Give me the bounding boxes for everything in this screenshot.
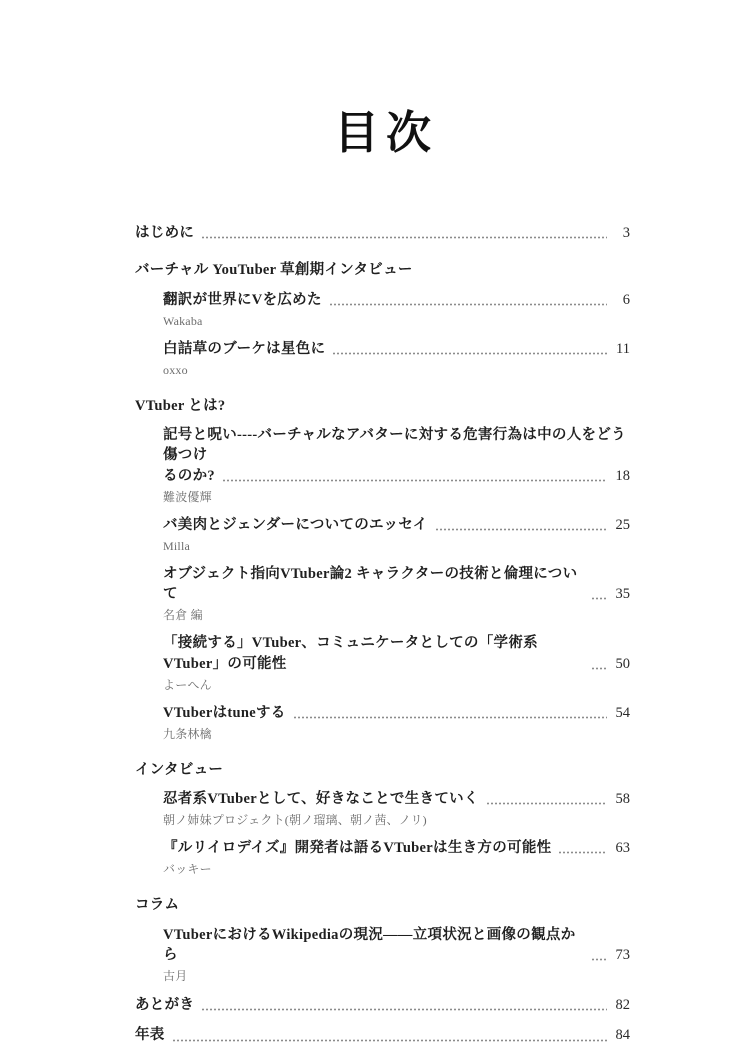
entry-title: 白詰草のブーケは星色に (163, 340, 326, 357)
entry-page-number: 82 (615, 996, 630, 1013)
entry-page-number: 63 (615, 840, 630, 857)
section-header-columns: コラム (135, 897, 180, 914)
toc-entry (163, 515, 630, 555)
dot-leader (591, 597, 607, 600)
toc-entry (163, 425, 630, 506)
entry-title: 『ルリイロデイズ』開発者は語るVTuberは生き方の可能性 (163, 840, 552, 857)
entry-title: 翻訳が世界にVを広めた (163, 291, 322, 308)
entry-page-number: 18 (615, 467, 630, 484)
dot-leader (435, 528, 607, 531)
entry-author: よーへん (163, 677, 212, 692)
dot-leader (201, 1008, 607, 1011)
dot-leader (591, 667, 607, 670)
entry-page-number: 25 (615, 516, 630, 533)
section-header-interviews: インタビュー (135, 761, 224, 778)
toc-entry (163, 789, 630, 829)
entry-page-number: 84 (615, 1027, 630, 1044)
entry-page-number: 54 (615, 704, 630, 721)
entry-title: オブジェクト指向VTuber論2 キャラクターの技術と倫理について (163, 565, 578, 603)
section-header-what-is-vtuber: VTuber とは? (135, 397, 226, 414)
entry-page-number: 11 (616, 340, 630, 357)
entry-title: 「接続する」VTuber、コミュニケータとしての「学術系VTuber」の可能性 (163, 635, 538, 672)
entry-title: 年表 (135, 1027, 165, 1044)
entry-title-line1: 記号と呪い----バーチャルなアバターに対する危害行為は中の人をどう傷つけ (163, 427, 626, 464)
entry-title: バ美肉とジェンダーについてのエッセイ (163, 516, 428, 533)
dot-leader (293, 716, 607, 719)
entry-author: 朝ノ姉妹プロジェクト(朝ノ瑠璃、朝ノ茜、ノリ) (163, 813, 427, 828)
entry-title: はじめに (135, 225, 195, 241)
entry-title: VTuberにおけるWikipediaの現況——立項状況と画像の観点から (163, 926, 576, 963)
entry-page-number: 35 (615, 586, 630, 603)
entry-page-number: 50 (615, 655, 630, 672)
dot-leader (329, 303, 607, 306)
entry-title-line2: るのか? (163, 467, 215, 484)
toc-entry (163, 703, 630, 743)
page-title: 目次 (333, 106, 438, 159)
dot-leader (172, 1039, 607, 1042)
entry-author: Milla (163, 539, 190, 554)
section-header-early-vtuber-interviews: バーチャル YouTuber 草創期インタビュー (135, 262, 413, 279)
entry-page-number: 73 (615, 946, 630, 963)
entry-title: VTuberはtuneする (163, 704, 286, 721)
dot-leader (591, 958, 607, 961)
dot-leader (332, 352, 607, 355)
entry-author: oxxo (163, 362, 188, 377)
toc-entry (163, 925, 630, 985)
toc-entry-nenpyo (135, 1025, 630, 1045)
toc-entry (163, 633, 630, 693)
toc-entry-atogaki (135, 995, 630, 1015)
dot-leader (486, 802, 607, 805)
entry-page-number: 6 (622, 291, 630, 308)
entry-page-number: 58 (615, 791, 630, 808)
dot-leader (201, 236, 607, 239)
entry-title: 忍者系VTuberとして、好きなことで生きていく (163, 791, 479, 808)
dot-leader (222, 479, 607, 482)
toc-entry (163, 838, 630, 878)
entry-author: 難波優輝 (163, 489, 212, 504)
entry-author: バッキー (163, 862, 212, 877)
toc-entry (163, 564, 630, 624)
entry-page-number: 3 (622, 225, 630, 241)
entry-author: Wakaba (163, 313, 203, 328)
toc-entry (163, 339, 630, 379)
table-of-contents (135, 223, 630, 1046)
entry-author: 古月 (163, 969, 188, 984)
toc-entry (163, 290, 630, 330)
toc-entry-hajimeni (135, 223, 630, 243)
entry-title: あとがき (135, 996, 195, 1013)
entry-author: 名倉 編 (163, 608, 203, 623)
dot-leader (558, 851, 607, 854)
entry-author: 九条林檎 (163, 726, 212, 741)
